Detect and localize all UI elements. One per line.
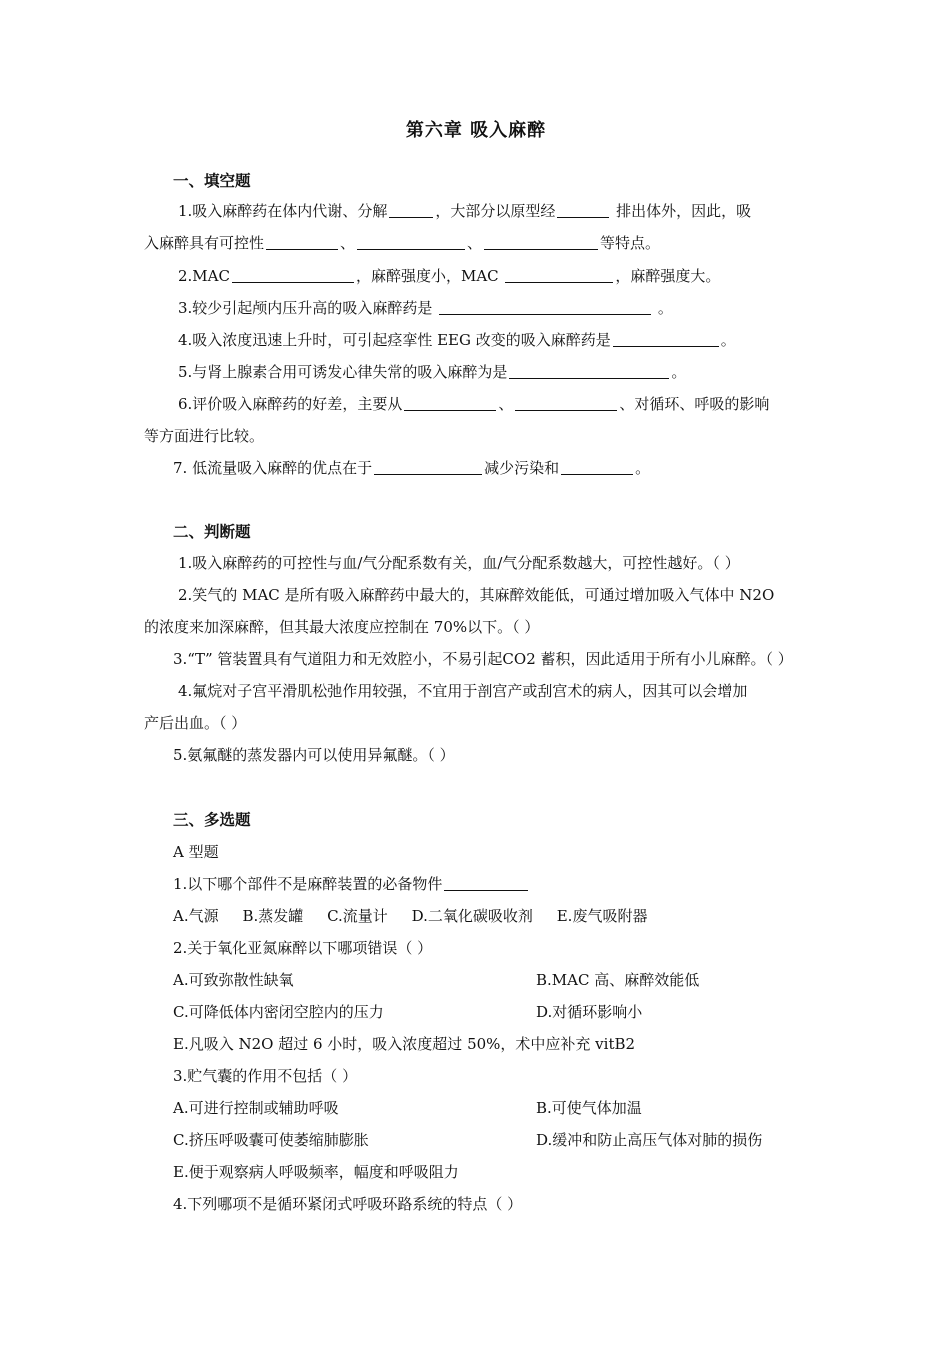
fill-blank[interactable] <box>232 266 354 283</box>
judge-section-heading: 二、判断题 <box>173 522 251 541</box>
mcq-q2-stem: 2.关于氧化亚氮麻醉以下哪项错误（ ） <box>173 939 433 957</box>
fill-q6-line2: 等方面进行比较。 <box>144 427 265 445</box>
judge-q3: 3.“T” 管装置具有气道阻力和无效腔小，不易引起CO2 蓄积，因此适用于所有小儿麻醉。（ ） <box>173 650 793 668</box>
mcq-q3-option-e: E.便于观察病人呼吸频率，幅度和呼吸阻力 <box>173 1163 459 1181</box>
fill-blank[interactable] <box>266 233 338 250</box>
fill-q1-text-a: 1.吸入麻醉药在体内代谢、分解 <box>178 202 388 220</box>
mcq-q3-option-d: D.缓冲和防止高压气体对肺的损伤 <box>536 1131 763 1149</box>
mcq-q3-option-c: C.挤压呼吸囊可使萎缩肺膨胀 <box>173 1131 369 1149</box>
mcq-type-label: A 型题 <box>173 843 219 861</box>
judge-q2-line2: 的浓度来加深麻醉，但其最大浓度应控制在 70%以下。（ ） <box>144 618 540 636</box>
judge-q1: 1.吸入麻醉药的可控性与血/气分配系数有关，血/气分配系数越大，可控性越好。（ ） <box>178 554 740 572</box>
fill-q2-text-b: ，麻醉强度小，MAC <box>355 267 504 285</box>
fill-q1-text-f: 、 <box>467 234 483 252</box>
mcq-q2-option-b: B.MAC 高、麻醉效能低 <box>536 971 700 989</box>
fill-q7-text-b: 减少污染和 <box>484 459 560 477</box>
fill-blank[interactable] <box>505 266 613 283</box>
fill-q2-text-a: 2.MAC <box>178 267 230 285</box>
fill-blank[interactable] <box>357 233 465 250</box>
mcq-q2-option-c: C.可降低体内密闭空腔内的压力 <box>173 1003 384 1021</box>
mcq-q3-stem: 3.贮气囊的作用不包括（ ） <box>173 1067 358 1085</box>
fill-q1-line2 <box>144 232 660 254</box>
fill-q6-text-b: 、 <box>498 395 514 413</box>
fill-q2-text-c: ，麻醉强度大。 <box>615 267 721 285</box>
mcq-q2-option-d: D.对循环影响小 <box>536 1003 643 1021</box>
mcq-q1-options: A.气源 B.蒸发罐 C.流量计 D.二氧化碳吸收剂 E.废气吸附器 <box>173 907 648 925</box>
fill-q5-text-a: 5.与肾上腺素合用可诱发心律失常的吸入麻醉为是 <box>178 363 508 381</box>
judge-q2-line1: 2.笑气的 MAC 是所有吸入麻醉药中最大的，其麻醉效能低，可通过增加吸入气体中 N2O <box>178 586 775 604</box>
fill-blank[interactable] <box>561 458 633 475</box>
judge-q4-line2: 产后出血。（ ） <box>144 714 247 732</box>
fill-q4-text-b: 。 <box>720 331 736 349</box>
fill-blank[interactable] <box>439 298 651 315</box>
chapter-title: 第六章 吸入麻醉 <box>405 120 547 141</box>
judge-q5: 5.氨氟醚的蒸发器内可以使用异氟醚。（ ） <box>173 746 455 764</box>
mcq-q3-option-a: A.可进行控制或辅助呼吸 <box>173 1099 339 1117</box>
fill-q1-text-g: 等特点。 <box>600 234 661 252</box>
mcq-q2-option-e: E.凡吸入 N2O 超过 6 小时，吸入浓度超过 50%，术中应补充 vitB2 <box>173 1035 636 1053</box>
fill-section-heading: 一、填空题 <box>173 171 251 190</box>
fill-q2 <box>178 265 720 287</box>
mcq-q3-option-b: B.可使气体加温 <box>536 1099 642 1117</box>
fill-q6-line1 <box>178 393 769 415</box>
judge-q4-line1: 4.氟烷对子宫平滑肌松弛作用较强，不宜用于剖宫产或刮宫术的病人，因其可以会增加 <box>178 682 748 700</box>
fill-blank[interactable] <box>557 201 609 218</box>
mcq-q2-option-a: A.可致弥散性缺氧 <box>173 971 294 989</box>
fill-q3-text-a: 3.较少引起颅内压升高的吸入麻醉药是 <box>178 299 438 317</box>
fill-blank[interactable] <box>389 201 433 218</box>
fill-blank[interactable] <box>613 330 719 347</box>
mcq-q1-stem <box>173 873 530 895</box>
fill-q7-text-a: 7. 低流量吸入麻醉的优点在于 <box>173 459 373 477</box>
fill-q3-text-b: 。 <box>653 299 673 317</box>
mcq-q4-stem: 4.下列哪项不是循环紧闭式呼吸环路系统的特点（ ） <box>173 1195 523 1213</box>
fill-blank[interactable] <box>404 394 496 411</box>
fill-q6-text-c: 、对循环、呼吸的影响 <box>619 395 770 413</box>
fill-q5 <box>178 361 686 383</box>
fill-blank[interactable] <box>515 394 617 411</box>
fill-blank[interactable] <box>374 458 482 475</box>
fill-q5-text-b: 。 <box>671 363 687 381</box>
fill-q7-text-c: 。 <box>635 459 651 477</box>
fill-q4-text-a: 4.吸入浓度迅速上升时，可引起痉挛性 EEG 改变的吸入麻醉药是 <box>178 331 611 349</box>
fill-q6-text-a: 6.评价吸入麻醉药的好差，主要从 <box>178 395 403 413</box>
fill-blank[interactable] <box>509 362 669 379</box>
fill-q1-text-b: ，大部分以原型经 <box>435 202 556 220</box>
fill-q7 <box>173 457 650 479</box>
fill-q1-line1 <box>178 200 751 222</box>
fill-q3 <box>178 297 673 319</box>
fill-q1-text-e: 、 <box>340 234 356 252</box>
fill-q1-text-d: 入麻醉具有可控性 <box>144 234 265 252</box>
mcq-section-heading: 三、多选题 <box>173 810 251 829</box>
fill-blank[interactable] <box>444 874 528 891</box>
fill-q1-text-c: 排出体外，因此，吸 <box>611 202 752 220</box>
fill-blank[interactable] <box>484 233 598 250</box>
mcq-q1-stem-text: 1.以下哪个部件不是麻醉装置的必备物件 <box>173 875 443 893</box>
fill-q4 <box>178 329 736 351</box>
